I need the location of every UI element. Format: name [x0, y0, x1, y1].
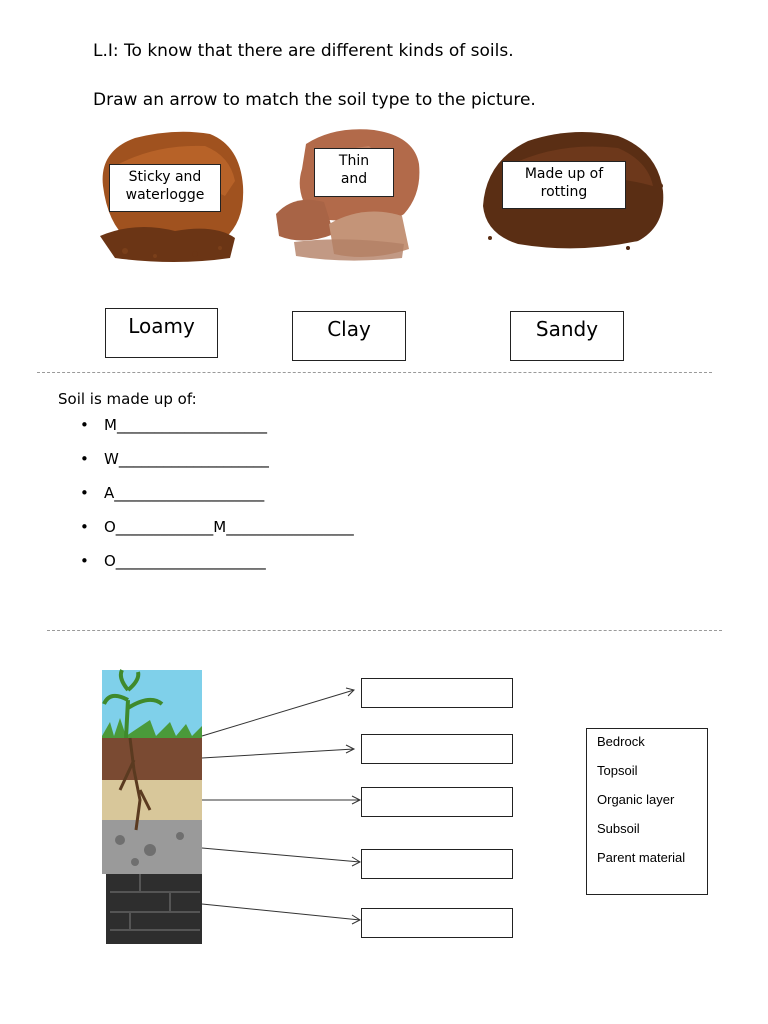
- word-bank-item: Parent material: [597, 850, 686, 865]
- answer-box-4[interactable]: [361, 849, 513, 879]
- topsoil-layer: [102, 738, 202, 780]
- word-bank-item: Topsoil: [597, 763, 638, 778]
- soil-type-sandy: Sandy: [510, 311, 624, 361]
- soil-type-loamy: Loamy: [105, 308, 218, 358]
- soil-caption-1: Sticky and waterlogge: [109, 164, 221, 212]
- soil-caption-3: Made up of rotting: [502, 161, 626, 209]
- word-bank-item: Subsoil: [597, 821, 640, 836]
- word-bank-item: Bedrock: [597, 734, 645, 749]
- bedrock-layer: [106, 874, 202, 944]
- instruction-text: Draw an arrow to match the soil type to the picture.: [93, 90, 536, 110]
- subsoil-layer: [102, 780, 202, 820]
- word-bank: [586, 728, 708, 895]
- section-divider-2: [47, 630, 722, 631]
- answer-box-2[interactable]: [361, 734, 513, 764]
- soil-type-clay: Clay: [292, 311, 406, 361]
- soil-caption-2: Thin and: [314, 148, 394, 197]
- section-divider-1: [37, 372, 712, 373]
- learning-intention: L.I: To know that there are different kinds of soils.: [93, 41, 514, 61]
- answer-box-3[interactable]: [361, 787, 513, 817]
- answer-box-1[interactable]: [361, 678, 513, 708]
- word-bank-item: Organic layer: [597, 792, 675, 807]
- answer-box-5[interactable]: [361, 908, 513, 938]
- made-up-title: Soil is made up of:: [58, 390, 197, 408]
